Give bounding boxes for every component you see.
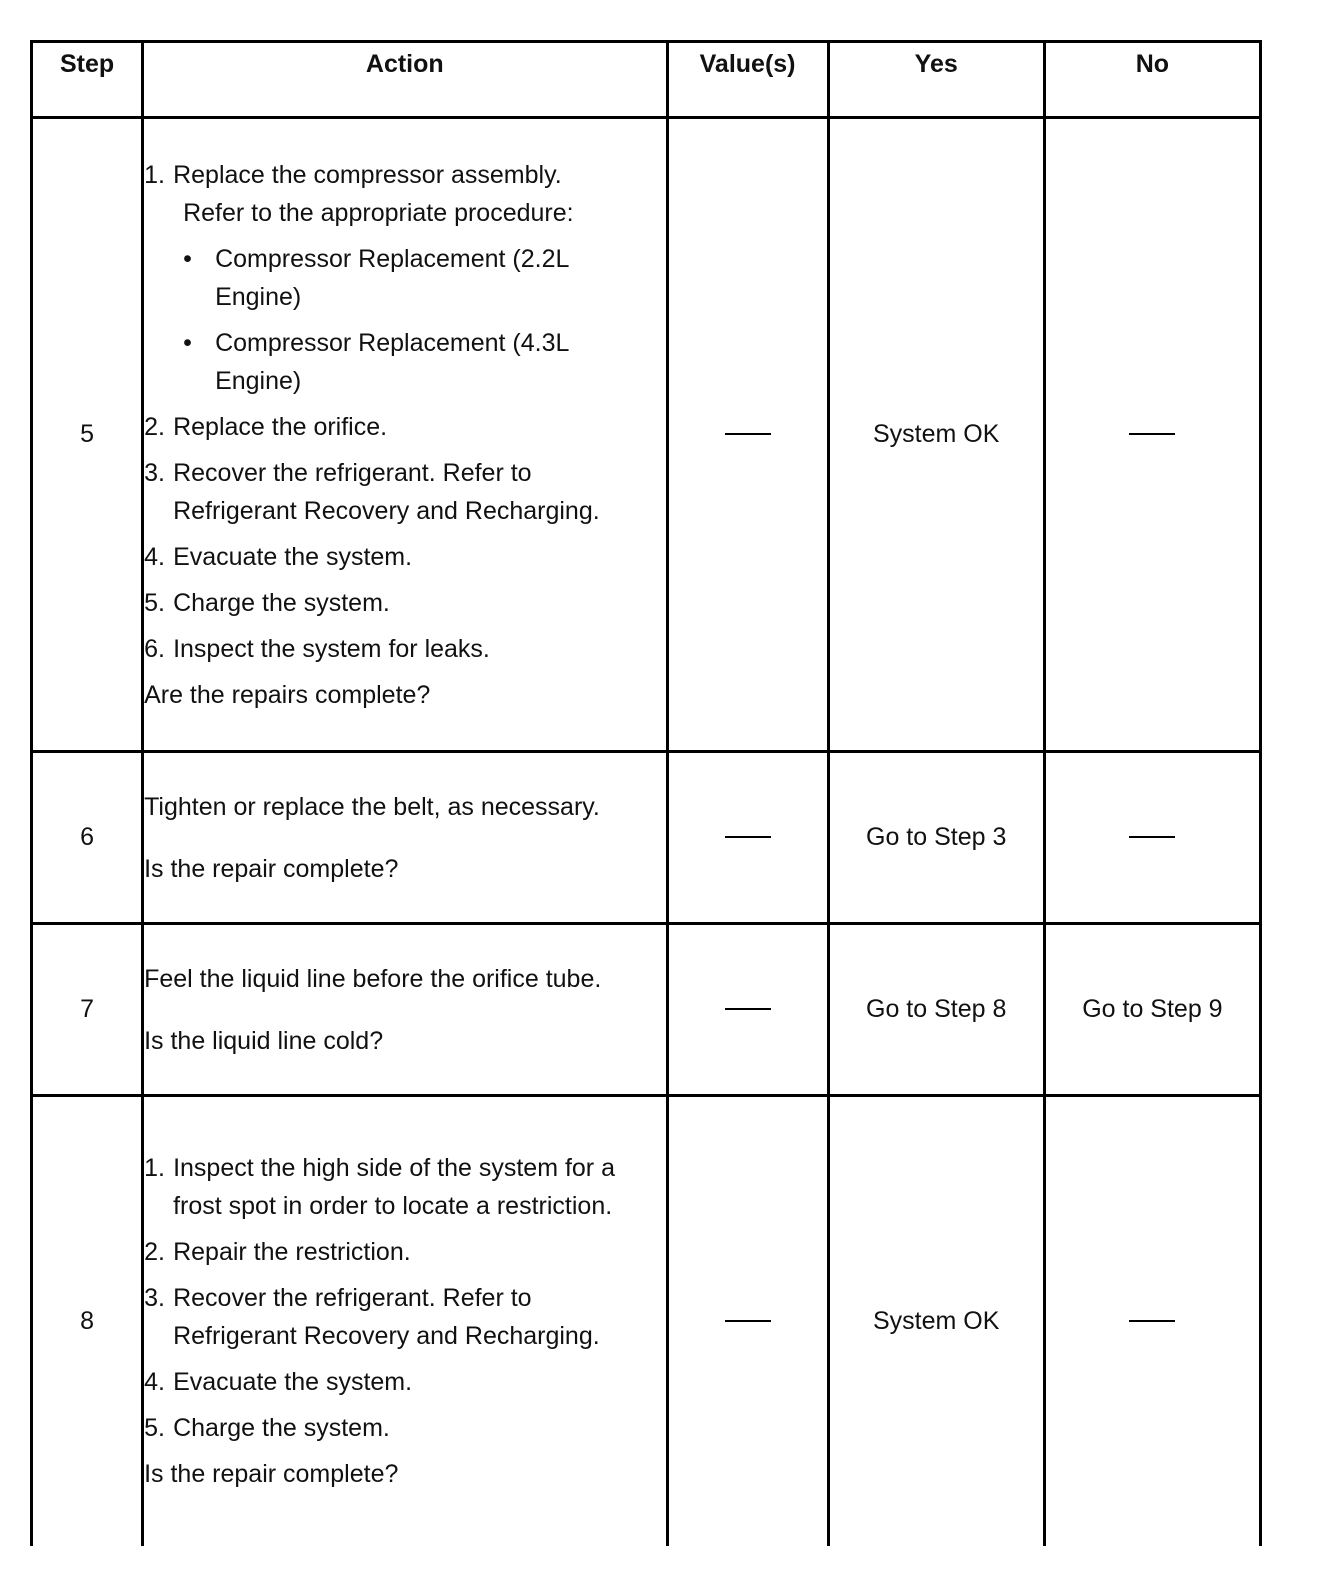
header-action: Action: [143, 42, 667, 118]
question-text: Are the repairs complete?: [144, 680, 431, 709]
table-row: [32, 924, 1261, 1096]
header-step: Step: [32, 42, 143, 118]
table-row: [32, 1096, 1261, 1546]
dash-mark: [1129, 433, 1175, 435]
sub-intro: Refer to the appropriate procedure:: [183, 198, 574, 227]
step-number: 7: [32, 924, 143, 1096]
no-cell: [1044, 752, 1260, 924]
table-row: [32, 118, 1261, 752]
action-cell: [143, 1096, 667, 1546]
list-item: 1. Inspect the high side of the system for a frost spot in order to locate a restriction.: [144, 1154, 615, 1221]
yes-cell: Go to Step 8: [828, 924, 1044, 1096]
list-item: 5. Charge the system.: [144, 588, 390, 617]
dash-mark: [725, 433, 771, 435]
action-text: Replace the compressor assembly.: [173, 160, 562, 189]
action-text: Tighten or replace the belt, as necessary.: [144, 792, 600, 821]
action-text: Feel the liquid line before the orifice tube.: [144, 964, 602, 993]
header-row: [32, 42, 1261, 118]
value-cell: [667, 752, 828, 924]
list-item: 2. Repair the restriction.: [144, 1238, 411, 1267]
yes-cell: System OK: [828, 118, 1044, 752]
list-item: 3. Recover the refrigerant. Refer to Refrigerant Recovery and Recharging.: [144, 458, 600, 525]
list-item: 1. Replace the compressor assembly. Refer to the appropriate procedure: • Compressor Replacement (2.2L Engine) • Compressor Replacement (4.3L Engine): [144, 156, 665, 400]
step-number: 8: [32, 1096, 143, 1546]
action-cell: [143, 924, 667, 1096]
bullet-item: • Compressor Replacement (4.3L Engine): [183, 328, 569, 395]
list-item: 5. Charge the system.: [144, 1414, 390, 1443]
dash-mark: [725, 836, 771, 838]
yes-cell: System OK: [828, 1096, 1044, 1546]
dash-mark: [725, 1320, 771, 1322]
value-cell: [667, 118, 828, 752]
header-no: No: [1044, 42, 1260, 118]
step-number: 6: [32, 752, 143, 924]
list-item: 6. Inspect the system for leaks.: [144, 634, 490, 663]
action-cell: [143, 118, 667, 752]
header-values: Value(s): [667, 42, 828, 118]
value-cell: [667, 1096, 828, 1546]
dash-mark: [1129, 836, 1175, 838]
list-item: 4. Evacuate the system.: [144, 1368, 413, 1397]
value-cell: [667, 924, 828, 1096]
no-cell: Go to Step 9: [1044, 924, 1260, 1096]
no-cell: [1044, 1096, 1260, 1546]
diagnostic-table: [30, 40, 1262, 1546]
question-text: Is the repair complete?: [144, 854, 399, 883]
question-text: Is the repair complete?: [144, 1460, 399, 1489]
action-cell: [143, 752, 667, 924]
list-item: 3. Recover the refrigerant. Refer to Refrigerant Recovery and Recharging.: [144, 1284, 600, 1351]
table-row: [32, 752, 1261, 924]
list-item: 2. Replace the orifice.: [144, 412, 388, 441]
no-cell: [1044, 118, 1260, 752]
dash-mark: [725, 1008, 771, 1010]
question-text: Is the liquid line cold?: [144, 1026, 384, 1055]
bullet-item: • Compressor Replacement (2.2L Engine): [183, 244, 569, 311]
step-number: 5: [32, 118, 143, 752]
dash-mark: [1129, 1320, 1175, 1322]
yes-cell: Go to Step 3: [828, 752, 1044, 924]
header-yes: Yes: [828, 42, 1044, 118]
list-item: 4. Evacuate the system.: [144, 542, 413, 571]
